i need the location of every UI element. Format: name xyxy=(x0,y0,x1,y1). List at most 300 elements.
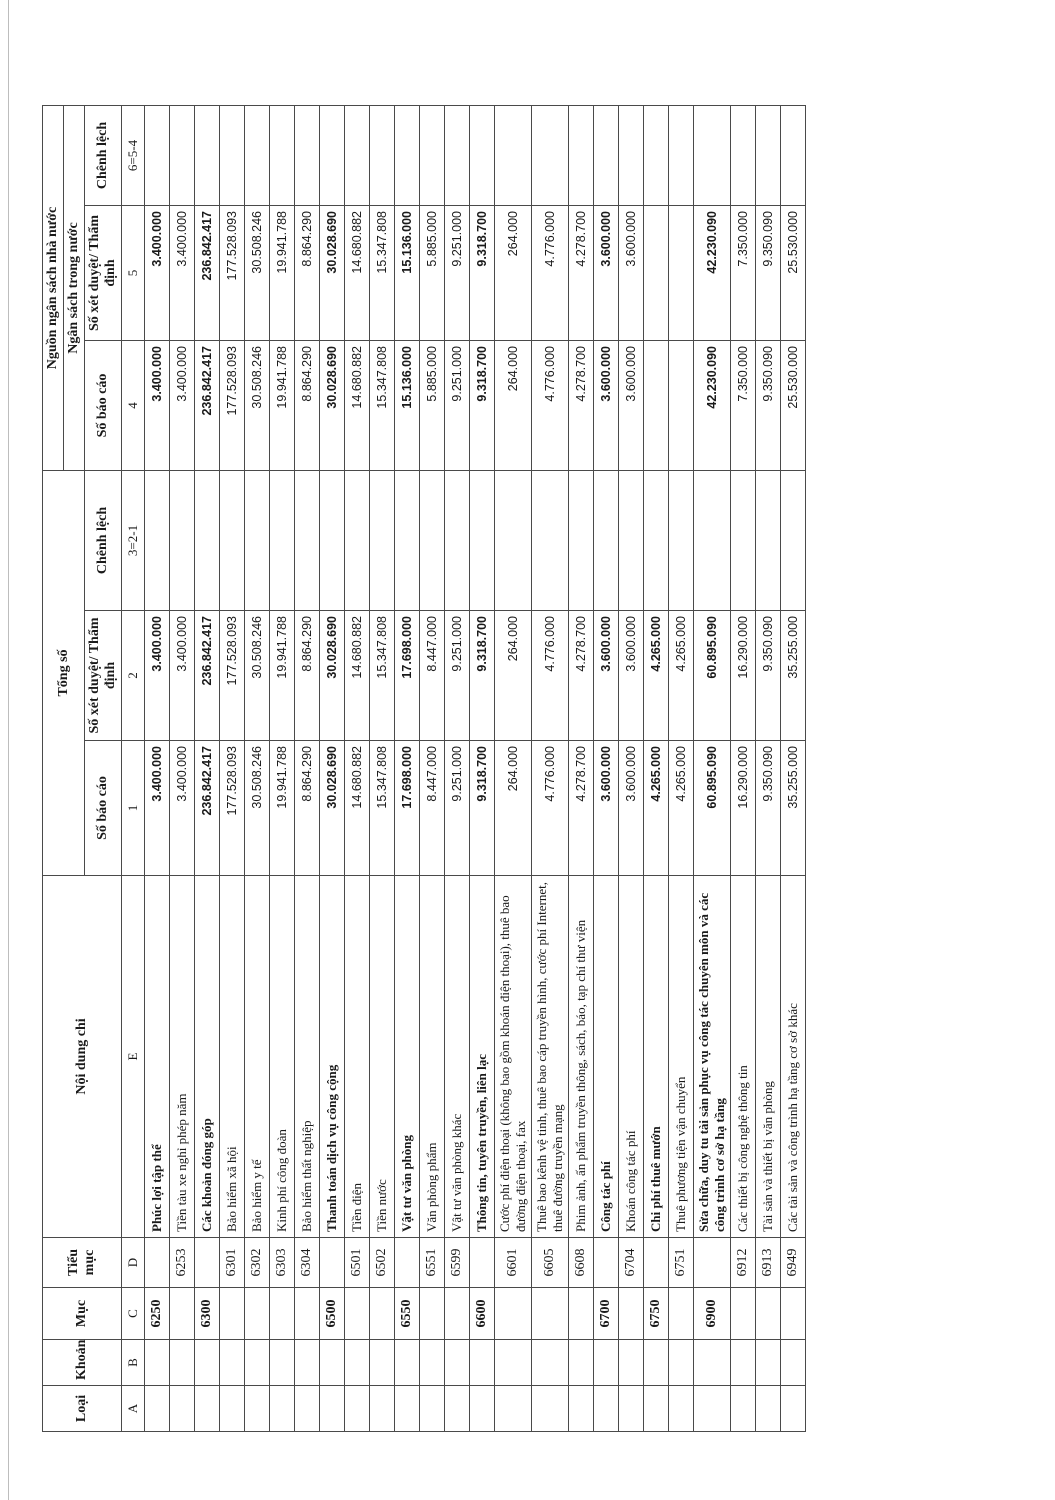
ns-so-xet-duyet-cell: 8.864.290 xyxy=(295,206,320,341)
blank-margin xyxy=(43,34,145,106)
chenh-lech-cell xyxy=(295,471,320,611)
chenh-lech-cell xyxy=(669,471,694,611)
ns-so-bao-cao-cell: 5.885.000 xyxy=(420,341,445,471)
loai-cell xyxy=(195,1386,220,1432)
noi-dung-cell: Vật tư văn phòng khác xyxy=(445,876,470,1238)
so-bao-cao-cell: 30.508.246 xyxy=(245,741,270,876)
table-row xyxy=(370,34,395,1432)
muc-cell: 6600 xyxy=(470,1288,495,1340)
ns-so-bao-cao-cell: 15.347.808 xyxy=(370,341,395,471)
ns-chenh-lech-cell xyxy=(594,106,619,206)
so-bao-cao-cell: 264.000 xyxy=(495,741,532,876)
header-muc: Mục xyxy=(43,1288,122,1340)
tieu-muc-cell: 6608 xyxy=(569,1238,594,1288)
loai-cell xyxy=(395,1386,420,1432)
so-xet-duyet-cell: 30.508.246 xyxy=(245,611,270,741)
so-xet-duyet-cell: 14.680.882 xyxy=(345,611,370,741)
khoan-cell xyxy=(170,1340,195,1386)
noi-dung-cell: Kinh phí công đoàn xyxy=(270,876,295,1238)
ns-so-xet-duyet-cell: 4.776.000 xyxy=(532,206,569,341)
chenh-lech-cell xyxy=(594,471,619,611)
ns-so-xet-duyet-cell: 264.000 xyxy=(495,206,532,341)
ns-chenh-lech-cell xyxy=(781,106,806,206)
khoan-cell xyxy=(594,1340,619,1386)
chenh-lech-cell xyxy=(145,471,170,611)
so-bao-cao-cell: 17.698.000 xyxy=(395,741,420,876)
table-row xyxy=(295,34,320,1432)
ns-chenh-lech-cell xyxy=(420,106,445,206)
so-xet-duyet-cell: 19.941.788 xyxy=(270,611,295,741)
ns-so-bao-cao-cell: 15.136.000 xyxy=(395,341,420,471)
loai-cell xyxy=(145,1386,170,1432)
so-xet-duyet-cell: 9.350.090 xyxy=(756,611,781,741)
ns-so-bao-cao-cell: 8.864.290 xyxy=(295,341,320,471)
ns-so-bao-cao-cell: 19.941.788 xyxy=(270,341,295,471)
loai-cell xyxy=(470,1386,495,1432)
noi-dung-cell: Tiền điện xyxy=(345,876,370,1238)
ns-so-xet-duyet-cell: 15.136.000 xyxy=(395,206,420,341)
index-cell: 6=5-4 xyxy=(122,106,145,206)
table-row xyxy=(345,34,370,1432)
loai-cell xyxy=(569,1386,594,1432)
ns-chenh-lech-cell xyxy=(395,106,420,206)
index-cell: 4 xyxy=(122,341,145,471)
noi-dung-cell: Tiền tàu xe nghỉ phép năm xyxy=(170,876,195,1238)
header-chenh-lech-2: Chênh lệch xyxy=(85,106,122,206)
ns-so-xet-duyet-cell: 19.941.788 xyxy=(270,206,295,341)
chenh-lech-cell xyxy=(220,471,245,611)
ns-chenh-lech-cell xyxy=(170,106,195,206)
khoan-cell xyxy=(320,1340,345,1386)
table-row xyxy=(594,34,619,1432)
table-row xyxy=(569,34,594,1432)
khoan-cell xyxy=(395,1340,420,1386)
ns-so-bao-cao-cell: 14.680.882 xyxy=(345,341,370,471)
khoan-cell xyxy=(145,1340,170,1386)
so-xet-duyet-cell: 3.400.000 xyxy=(170,611,195,741)
index-cell: E xyxy=(122,876,145,1238)
so-xet-duyet-cell: 264.000 xyxy=(495,611,532,741)
tieu-muc-cell: 6303 xyxy=(270,1238,295,1288)
tieu-muc-cell: 6304 xyxy=(295,1238,320,1288)
khoan-cell xyxy=(644,1340,669,1386)
ns-so-bao-cao-cell: 7.350.000 xyxy=(731,341,756,471)
tieu-muc-cell xyxy=(694,1238,731,1288)
so-xet-duyet-cell: 8.864.290 xyxy=(295,611,320,741)
tieu-muc-cell: 6501 xyxy=(345,1238,370,1288)
muc-cell: 6250 xyxy=(145,1288,170,1340)
tieu-muc-cell: 6551 xyxy=(420,1238,445,1288)
ns-chenh-lech-cell xyxy=(669,106,694,206)
noi-dung-cell: Sửa chữa, duy tu tài sản phục vụ công tác chuyên môn và các công trình cơ sở hạ tầng xyxy=(694,876,731,1238)
so-xet-duyet-cell: 9.251.000 xyxy=(445,611,470,741)
ns-chenh-lech-cell xyxy=(470,106,495,206)
muc-cell xyxy=(495,1288,532,1340)
so-xet-duyet-cell: 9.318.700 xyxy=(470,611,495,741)
ns-so-xet-duyet-cell: 15.347.808 xyxy=(370,206,395,341)
ns-chenh-lech-cell xyxy=(694,106,731,206)
ns-chenh-lech-cell xyxy=(245,106,270,206)
khoan-cell xyxy=(470,1340,495,1386)
so-xet-duyet-cell: 8.447.000 xyxy=(420,611,445,741)
page-edge-line xyxy=(8,0,9,1500)
noi-dung-cell: Các thiết bị công nghệ thông tin xyxy=(731,876,756,1238)
khoan-cell xyxy=(532,1340,569,1386)
header-so-bao-cao-2: Số báo cáo xyxy=(85,341,122,471)
tieu-muc-cell: 6601 xyxy=(495,1238,532,1288)
khoan-cell xyxy=(195,1340,220,1386)
chenh-lech-cell xyxy=(619,471,644,611)
ns-so-xet-duyet-cell: 236.842.417 xyxy=(195,206,220,341)
loai-cell xyxy=(345,1386,370,1432)
loai-cell xyxy=(270,1386,295,1432)
khoan-cell xyxy=(445,1340,470,1386)
ns-chenh-lech-cell xyxy=(756,106,781,206)
tieu-muc-cell: 6605 xyxy=(532,1238,569,1288)
tieu-muc-cell xyxy=(470,1238,495,1288)
so-bao-cao-cell: 3.400.000 xyxy=(170,741,195,876)
ns-so-xet-duyet-cell: 5.885.000 xyxy=(420,206,445,341)
khoan-cell xyxy=(619,1340,644,1386)
muc-cell xyxy=(170,1288,195,1340)
loai-cell xyxy=(445,1386,470,1432)
khoan-cell xyxy=(756,1340,781,1386)
chenh-lech-cell xyxy=(195,471,220,611)
table-row xyxy=(445,34,470,1432)
ns-so-bao-cao-cell: 42.230.090 xyxy=(694,341,731,471)
muc-cell xyxy=(220,1288,245,1340)
ns-so-xet-duyet-cell: 14.680.882 xyxy=(345,206,370,341)
so-xet-duyet-cell: 4.278.700 xyxy=(569,611,594,741)
table-row xyxy=(395,34,420,1432)
muc-cell: 6700 xyxy=(594,1288,619,1340)
ns-so-bao-cao-cell: 264.000 xyxy=(495,341,532,471)
ns-so-xet-duyet-cell xyxy=(644,206,669,341)
noi-dung-cell: Khoán công tác phí xyxy=(619,876,644,1238)
table-row xyxy=(195,34,220,1432)
chenh-lech-cell xyxy=(756,471,781,611)
muc-cell xyxy=(669,1288,694,1340)
ns-so-xet-duyet-cell: 9.350.090 xyxy=(756,206,781,341)
loai-cell xyxy=(756,1386,781,1432)
table-row xyxy=(495,34,532,1432)
header-noi-dung: Nội dung chi xyxy=(43,876,122,1238)
ns-chenh-lech-cell xyxy=(195,106,220,206)
ns-so-bao-cao-cell: 9.251.000 xyxy=(445,341,470,471)
header-loai: Loại xyxy=(43,1386,122,1432)
noi-dung-cell: Thuê phương tiện vận chuyển xyxy=(669,876,694,1238)
noi-dung-cell: Thanh toán dịch vụ công cộng xyxy=(320,876,345,1238)
chenh-lech-cell xyxy=(532,471,569,611)
noi-dung-cell: Vật tư văn phòng xyxy=(395,876,420,1238)
so-xet-duyet-cell: 15.347.808 xyxy=(370,611,395,741)
ns-chenh-lech-cell xyxy=(644,106,669,206)
tieu-muc-cell xyxy=(395,1238,420,1288)
tieu-muc-cell: 6751 xyxy=(669,1238,694,1288)
so-bao-cao-cell: 4.776.000 xyxy=(532,741,569,876)
header-tieu-muc: Tiểu mục xyxy=(43,1238,122,1288)
ns-so-bao-cao-cell: 4.776.000 xyxy=(532,341,569,471)
table-row xyxy=(669,34,694,1432)
ns-so-bao-cao-cell: 30.508.246 xyxy=(245,341,270,471)
muc-cell: 6750 xyxy=(644,1288,669,1340)
ns-so-xet-duyet-cell: 3.400.000 xyxy=(145,206,170,341)
ns-so-xet-duyet-cell: 9.318.700 xyxy=(470,206,495,341)
ns-so-bao-cao-cell: 177.528.093 xyxy=(220,341,245,471)
muc-cell xyxy=(756,1288,781,1340)
chenh-lech-cell xyxy=(270,471,295,611)
khoan-cell xyxy=(420,1340,445,1386)
ns-chenh-lech-cell xyxy=(370,106,395,206)
table-row xyxy=(270,34,295,1432)
muc-cell: 6550 xyxy=(395,1288,420,1340)
loai-cell xyxy=(731,1386,756,1432)
tieu-muc-cell: 6301 xyxy=(220,1238,245,1288)
loai-cell xyxy=(170,1386,195,1432)
ns-chenh-lech-cell xyxy=(145,106,170,206)
muc-cell xyxy=(569,1288,594,1340)
so-bao-cao-cell: 3.600.000 xyxy=(594,741,619,876)
so-bao-cao-cell: 35.255.000 xyxy=(781,741,806,876)
index-cell: 5 xyxy=(122,206,145,341)
ns-so-bao-cao-cell: 3.600.000 xyxy=(619,341,644,471)
loai-cell xyxy=(495,1386,532,1432)
chenh-lech-cell xyxy=(694,471,731,611)
table-row xyxy=(731,34,756,1432)
muc-cell: 6300 xyxy=(195,1288,220,1340)
chenh-lech-cell xyxy=(395,471,420,611)
chenh-lech-cell xyxy=(569,471,594,611)
muc-cell xyxy=(420,1288,445,1340)
so-bao-cao-cell: 3.400.000 xyxy=(145,741,170,876)
khoan-cell xyxy=(345,1340,370,1386)
index-cell: D xyxy=(122,1238,145,1288)
muc-cell xyxy=(370,1288,395,1340)
header-nguon-ngan-sach: Nguồn ngân sách nhà nước xyxy=(43,106,64,471)
tieu-muc-cell xyxy=(644,1238,669,1288)
chenh-lech-cell xyxy=(345,471,370,611)
so-bao-cao-cell: 30.028.690 xyxy=(320,741,345,876)
so-xet-duyet-cell: 4.265.000 xyxy=(669,611,694,741)
table-row xyxy=(619,34,644,1432)
table-row xyxy=(145,34,170,1432)
noi-dung-cell: Phim ảnh, ấn phẩm truyền thông, sách, báo, tạp chí thư viện xyxy=(569,876,594,1238)
budget-table xyxy=(42,34,806,1433)
table-row xyxy=(781,34,806,1432)
ns-chenh-lech-cell xyxy=(320,106,345,206)
so-bao-cao-cell: 236.842.417 xyxy=(195,741,220,876)
noi-dung-cell: Cước phí điện thoại (không bao gồm khoán điện thoại), thuê bao đường điện thoại, fax xyxy=(495,876,532,1238)
ns-so-xet-duyet-cell: 7.350.000 xyxy=(731,206,756,341)
table-row xyxy=(420,34,445,1432)
chenh-lech-cell xyxy=(495,471,532,611)
noi-dung-cell: Phúc lợi tập thể xyxy=(145,876,170,1238)
table-row xyxy=(470,34,495,1432)
tieu-muc-cell: 6913 xyxy=(756,1238,781,1288)
muc-cell xyxy=(619,1288,644,1340)
muc-cell: 6500 xyxy=(320,1288,345,1340)
ns-so-bao-cao-cell: 25.530.000 xyxy=(781,341,806,471)
ns-so-xet-duyet-cell: 4.278.700 xyxy=(569,206,594,341)
ns-so-xet-duyet-cell: 3.600.000 xyxy=(594,206,619,341)
khoan-cell xyxy=(370,1340,395,1386)
khoan-cell xyxy=(245,1340,270,1386)
khoan-cell xyxy=(694,1340,731,1386)
so-bao-cao-cell: 4.265.000 xyxy=(644,741,669,876)
table-row xyxy=(320,34,345,1432)
so-bao-cao-cell: 9.318.700 xyxy=(470,741,495,876)
tieu-muc-cell: 6302 xyxy=(245,1238,270,1288)
chenh-lech-cell xyxy=(420,471,445,611)
loai-cell xyxy=(295,1386,320,1432)
tieu-muc-cell xyxy=(594,1238,619,1288)
ns-so-xet-duyet-cell: 3.600.000 xyxy=(619,206,644,341)
muc-cell xyxy=(345,1288,370,1340)
table-row xyxy=(170,34,195,1432)
so-bao-cao-cell: 60.895.090 xyxy=(694,741,731,876)
ns-so-bao-cao-cell: 9.318.700 xyxy=(470,341,495,471)
so-xet-duyet-cell: 17.698.000 xyxy=(395,611,420,741)
muc-cell xyxy=(270,1288,295,1340)
loai-cell xyxy=(532,1386,569,1432)
khoan-cell xyxy=(781,1340,806,1386)
tieu-muc-cell: 6912 xyxy=(731,1238,756,1288)
tieu-muc-cell: 6704 xyxy=(619,1238,644,1288)
table-row xyxy=(220,34,245,1432)
chenh-lech-cell xyxy=(470,471,495,611)
so-bao-cao-cell: 9.350.090 xyxy=(756,741,781,876)
chenh-lech-cell xyxy=(170,471,195,611)
so-xet-duyet-cell: 4.776.000 xyxy=(532,611,569,741)
chenh-lech-cell xyxy=(320,471,345,611)
table-body xyxy=(145,34,806,1432)
ns-chenh-lech-cell xyxy=(731,106,756,206)
tieu-muc-cell xyxy=(195,1238,220,1288)
khoan-cell xyxy=(295,1340,320,1386)
ns-so-xet-duyet-cell xyxy=(669,206,694,341)
loai-cell xyxy=(420,1386,445,1432)
khoan-cell xyxy=(669,1340,694,1386)
loai-cell xyxy=(669,1386,694,1432)
tieu-muc-cell xyxy=(320,1238,345,1288)
ns-chenh-lech-cell xyxy=(495,106,532,206)
ns-so-xet-duyet-cell: 3.400.000 xyxy=(170,206,195,341)
loai-cell xyxy=(320,1386,345,1432)
noi-dung-cell: Thông tin, tuyên truyền, liên lạc xyxy=(470,876,495,1238)
ns-so-xet-duyet-cell: 25.530.000 xyxy=(781,206,806,341)
ns-so-bao-cao-cell: 9.350.090 xyxy=(756,341,781,471)
chenh-lech-cell xyxy=(781,471,806,611)
index-cell: A xyxy=(122,1386,145,1432)
ns-so-bao-cao-cell: 236.842.417 xyxy=(195,341,220,471)
so-xet-duyet-cell: 177.528.093 xyxy=(220,611,245,741)
noi-dung-cell: Tài sản và thiết bị văn phòng xyxy=(756,876,781,1238)
ns-so-bao-cao-cell: 4.278.700 xyxy=(569,341,594,471)
ns-so-bao-cao-cell: 3.600.000 xyxy=(594,341,619,471)
ns-chenh-lech-cell xyxy=(345,106,370,206)
so-bao-cao-cell: 177.528.093 xyxy=(220,741,245,876)
noi-dung-cell: Văn phòng phẩm xyxy=(420,876,445,1238)
loai-cell xyxy=(370,1386,395,1432)
noi-dung-cell: Tiền nước xyxy=(370,876,395,1238)
ns-chenh-lech-cell xyxy=(532,106,569,206)
chenh-lech-cell xyxy=(370,471,395,611)
table-row xyxy=(644,34,669,1432)
so-bao-cao-cell: 8.864.290 xyxy=(295,741,320,876)
tieu-muc-cell: 6502 xyxy=(370,1238,395,1288)
index-cell: 3=2-1 xyxy=(122,471,145,611)
so-xet-duyet-cell: 236.842.417 xyxy=(195,611,220,741)
ns-chenh-lech-cell xyxy=(270,106,295,206)
header-khoan: Khoản xyxy=(43,1340,122,1386)
chenh-lech-cell xyxy=(644,471,669,611)
ns-so-bao-cao-cell: 3.400.000 xyxy=(145,341,170,471)
ns-so-xet-duyet-cell: 177.528.093 xyxy=(220,206,245,341)
ns-so-xet-duyet-cell: 30.028.690 xyxy=(320,206,345,341)
ns-so-xet-duyet-cell: 9.251.000 xyxy=(445,206,470,341)
noi-dung-cell: Bảo hiểm thất nghiệp xyxy=(295,876,320,1238)
chenh-lech-cell xyxy=(731,471,756,611)
ns-chenh-lech-cell xyxy=(619,106,644,206)
index-cell: B xyxy=(122,1340,145,1386)
muc-cell xyxy=(295,1288,320,1340)
so-bao-cao-cell: 4.278.700 xyxy=(569,741,594,876)
index-cell: 1 xyxy=(122,741,145,876)
tieu-muc-cell: 6253 xyxy=(170,1238,195,1288)
so-xet-duyet-cell: 60.895.090 xyxy=(694,611,731,741)
chenh-lech-cell xyxy=(445,471,470,611)
ns-so-xet-duyet-cell: 30.508.246 xyxy=(245,206,270,341)
khoan-cell xyxy=(220,1340,245,1386)
header-ngan-sach-trong-nuoc: Ngân sách trong nước xyxy=(64,106,85,471)
noi-dung-cell: Chi phí thuê mướn xyxy=(644,876,669,1238)
so-bao-cao-cell: 9.251.000 xyxy=(445,741,470,876)
tieu-muc-cell: 6949 xyxy=(781,1238,806,1288)
noi-dung-cell: Thuê bao kênh vệ tinh, thuê bao cáp truyền hình, cước phí Internet, thuê đường truyền mạng xyxy=(532,876,569,1238)
table-row xyxy=(694,34,731,1432)
header-so-bao-cao-1: Số báo cáo xyxy=(85,741,122,876)
khoan-cell xyxy=(495,1340,532,1386)
khoan-cell xyxy=(731,1340,756,1386)
so-bao-cao-cell: 3.600.000 xyxy=(619,741,644,876)
index-cell: C xyxy=(122,1288,145,1340)
so-bao-cao-cell: 14.680.882 xyxy=(345,741,370,876)
loai-cell xyxy=(644,1386,669,1432)
so-bao-cao-cell: 4.265.000 xyxy=(669,741,694,876)
so-bao-cao-cell: 8.447.000 xyxy=(420,741,445,876)
header-tong-so: Tổng số xyxy=(43,471,85,876)
muc-cell xyxy=(532,1288,569,1340)
header-so-xet-duyet-1: Số xét duyệt/ Thẩm định xyxy=(85,611,122,741)
so-bao-cao-cell: 15.347.808 xyxy=(370,741,395,876)
so-bao-cao-cell: 16.290.000 xyxy=(731,741,756,876)
muc-cell xyxy=(731,1288,756,1340)
ns-chenh-lech-cell xyxy=(220,106,245,206)
header-chenh-lech-1: Chênh lệch xyxy=(85,471,122,611)
table-row xyxy=(532,34,569,1432)
table-row xyxy=(756,34,781,1432)
loai-cell xyxy=(220,1386,245,1432)
table-row xyxy=(245,34,270,1432)
header-so-xet-duyet-2: Số xét duyệt/ Thẩm định xyxy=(85,206,122,341)
khoan-cell xyxy=(569,1340,594,1386)
loai-cell xyxy=(694,1386,731,1432)
loai-cell xyxy=(245,1386,270,1432)
ns-so-bao-cao-cell: 30.028.690 xyxy=(320,341,345,471)
khoan-cell xyxy=(270,1340,295,1386)
tieu-muc-cell xyxy=(145,1238,170,1288)
noi-dung-cell: Bảo hiểm xã hội xyxy=(220,876,245,1238)
